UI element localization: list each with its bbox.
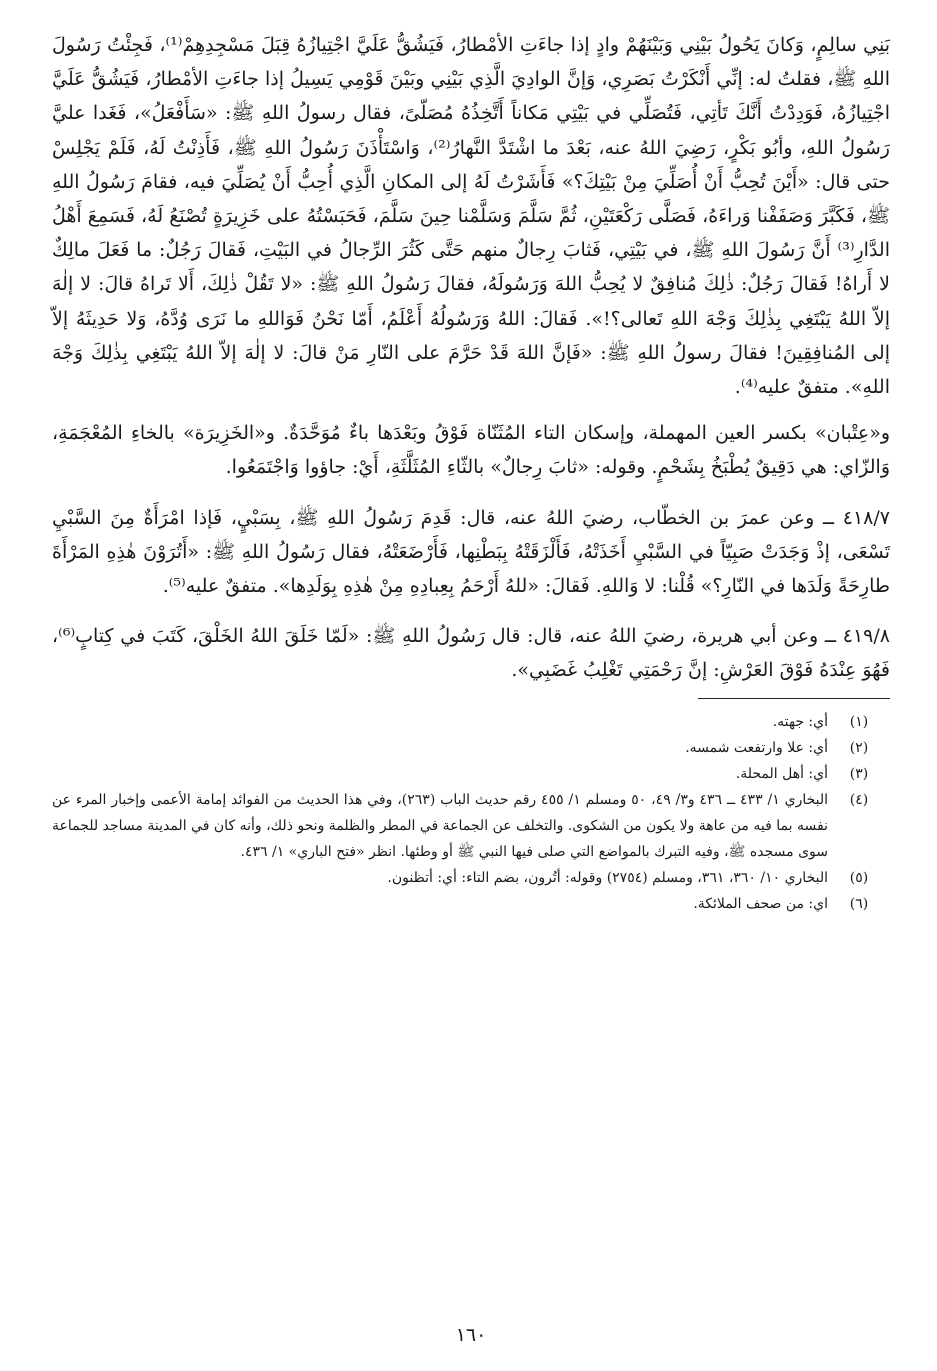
hadith-419: ٤١٩/٨ ــ وعن أبي هريرة، رضيَ اللهُ عنه، قال: قال رَسُولُ اللهِ ﷺ: «لَمّا خَلَقَ اللهُ الخَلْقَ، كَتَبَ في كِتابٍ⁽⁶⁾، فَهُوَ عِنْدَهُ فَوْقَ العَرْشِ: إنَّ رَحْمَتِي تَغْلِبُ غَضَبِي». [52,625,890,682]
page-number: ١٦٠ [455,1324,487,1346]
footnote [52,891,890,917]
gloss-paragraph: و«عِتْبان» بكسر العين المهملة، وإسكان التاء المُثَنّاة فَوْقُ وبَعْدَها باءٌ مُوَحَّدَةٌ. و«الخَزِيرَة» بالخاءِ المُعْجَمَةِ، وَالزّاي: هي دَقِيقٌ يُطْبَخُ بِشَحْمٍ. وقوله: «ثابَ رِجالٌ» بالثّاءِ المُثَلَّثَةِ، أَيْ: جاؤوا وَاجْتَمَعُوا. [52,422,890,479]
footnote [52,865,890,891]
hadith-418: ٤١٨/٧ ــ وعن عمرَ بن الخطّاب، رضيَ اللهُ عنه، قال: قَدِمَ رَسُولُ اللهِ ﷺ، بِسَبْيٍ، فَإذا امْرَأَةٌ مِنَ السَّبْيِ تَسْعَى، إذْ وَجَدَتْ صَبِيّاً في السَّبْيِ أَخَذَتْهُ، فَأَلْزَقَتْهُ بِبَطْنِها، فَأَرْضَعَتْهُ، فقال رَسُولُ اللهِ ﷺ: «أَتُرَوْنَ هٰذِهِ المَرْأَةَ طارِحَةً وَلَدَها في النّارِ؟» قُلْنا: لا وَاللهِ. فَقالَ: «للهُ أَرْحَمُ بِعِبادِهِ مِنْ هٰذِهِ بِوَلَدِها». متفقٌ عليه⁽⁵⁾. [52,506,890,598]
footnote-number: (٤) [849,791,869,808]
footnote [52,709,890,735]
footnote-number: (٢) [849,739,869,756]
footnote-number: (٣) [849,765,869,782]
book-page [52,28,890,1348]
footnote-text: البخاري ١/ ٤٣٣ ــ ٤٣٦ و٣/ ٤٩، ٥٠ ومسلم ١/ ٤٥٥ رقم حديث الباب (٢٦٣)، وفي هذا الحديث من الفوائد إمامة الأعمى وإخبار المرء عن نفسه بما فيه من عاهة ولا يكون من الشكوى. والتخلف عن الجماعة في المطر والظلمة ونحو ذلك، وأنه كان في المدينة مساجد للجماعة سوى مسجده ﷺ، وفيه التبرك بالمواضع التي صلى فيها النبي ﷺ أو وطئها. انظر «فتح الباري» ١/ ٤٣٦. [52,791,829,860]
hadith-417-continuation: بَنِي سالِمٍ، وَكانَ يَحُولُ بَيْنِي وَبَيْنَهُمْ وادٍ إذا جاءَتِ الأمْطارُ، فَيَشُقُّ عَلَيَّ اجْتِيازُهُ قِبَلَ مَسْجِدِهِمْ⁽¹⁾، فَجِئْتُ رَسُولَ اللهِ ﷺ، فقلتُ له: إنِّي أَنْكَرْتُ بَصَرِي، وَإنَّ الوادِيَ الَّذِي بَيْنِي وبَيْنَ قَوْمِي يَسِيلُ إذا جاءَتِ الأمْطارُ، فَيَشُقُّ عَلَيَّ اجْتِيازُهُ، فَوَدِدْتُ أَنَّكَ تَأتِي، فَتُصَلِّي في بَيْتِي مَكاناً أَتَّخِذُهُ مُصَلّىً، فقال رسولُ اللهِ ﷺ: «سَأَفْعَلُ»، فَغَدا عليَّ رَسُولُ اللهِ، وأبُو بَكْرٍ، رَضِيَ اللهُ عنه، بَعْدَ ما اشْتَدَّ النَّهارُ⁽²⁾، وَاسْتَأْذَنَ رَسُولُ اللهِ ﷺ، فَأَذِنْتُ لَهُ، فَلَمْ يَجْلِسْ حتى قال: «أَيْنَ تُحِبُّ أَنْ أُصَلِّيَ مِنْ بَيْتِكَ؟» فَأَشَرْتُ لَهُ إلى المكانِ الَّذِي أُحِبُّ أَنْ يُصَلِّيَ فيه، فقامَ رَسُولُ اللهِ ﷺ، فَكَبَّرَ وَصَفَفْنا وَراءَهُ، فَصَلَّى رَكْعَتَيْنِ، ثُمَّ سَلَّمَ وَسَلَّمْنا حِينَ سَلَّمَ، فَحَبَسْتُهُ على خَزِيرَةٍ تُصْنَعُ لَهُ، فَسَمِعَ أَهْلُ الدَّارِ⁽³⁾ أَنَّ رَسُولَ اللهِ ﷺ، في بَيْتِي، فَثابَ رِجالٌ منهم حَتَّى كَثُرَ الرِّجالُ في البَيْتِ، فَقالَ رَجُلٌ: ما فَعَلَ مالِكٌ لا أَراهُ! فَقالَ رَجُلٌ: ذٰلِكَ مُنافِقٌ لا يُحِبُّ اللهَ وَرَسُولَهُ، فقالَ رَسُولُ اللهِ ﷺ: «لا تَقُلْ ذٰلِكَ، أَلا تَراهُ قالَ: لا إلٰهَ إلاّ اللهُ يَبْتَغِي بِذٰلِكَ وَجْهَ اللهِ تَعالى؟!». فَقالَ: اللهُ وَرَسُولُهُ أَعْلَمُ، أَمّا نَحْنُ فَوَاللهِ ما نَرَى وُدَّهُ، وَلا حَدِيثَهُ إلاّ إلى المُنافِقِينَ! فقالَ رسولُ اللهِ ﷺ: «فَإنَّ اللهَ قَدْ حَرَّمَ على النّارِ مَنْ قالَ: لا إلٰهَ إلاّ اللهُ يَبْتَغِي بِذٰلِكَ وَجْهَ اللهِ». متفقٌ عليه⁽⁴⁾. [52,34,890,399]
footnote-number: (١) [849,713,869,730]
footnote-text: اي: من صحف الملائكة. [693,895,828,912]
footnote-number: (٦) [849,895,869,912]
footnote-text: أي: جهته. [772,713,828,730]
main-text [52,28,890,688]
footnote-text: أي: علا وارتفعت شمسه. [685,739,828,756]
footnote-number: (٥) [849,869,869,886]
footnote [52,735,890,761]
footnote-text: أي: أهل المحلة. [735,765,828,782]
footnote [52,761,890,787]
footnote [52,787,890,865]
footnotes [52,709,890,917]
footnote-text: البخاري ١٠/ ٣٦٠، ٣٦١، ومسلم (٢٧٥٤) وقوله: أتُرون، بضم التاء: أي: أتظنون. [387,869,828,886]
footnote-separator [698,698,890,699]
